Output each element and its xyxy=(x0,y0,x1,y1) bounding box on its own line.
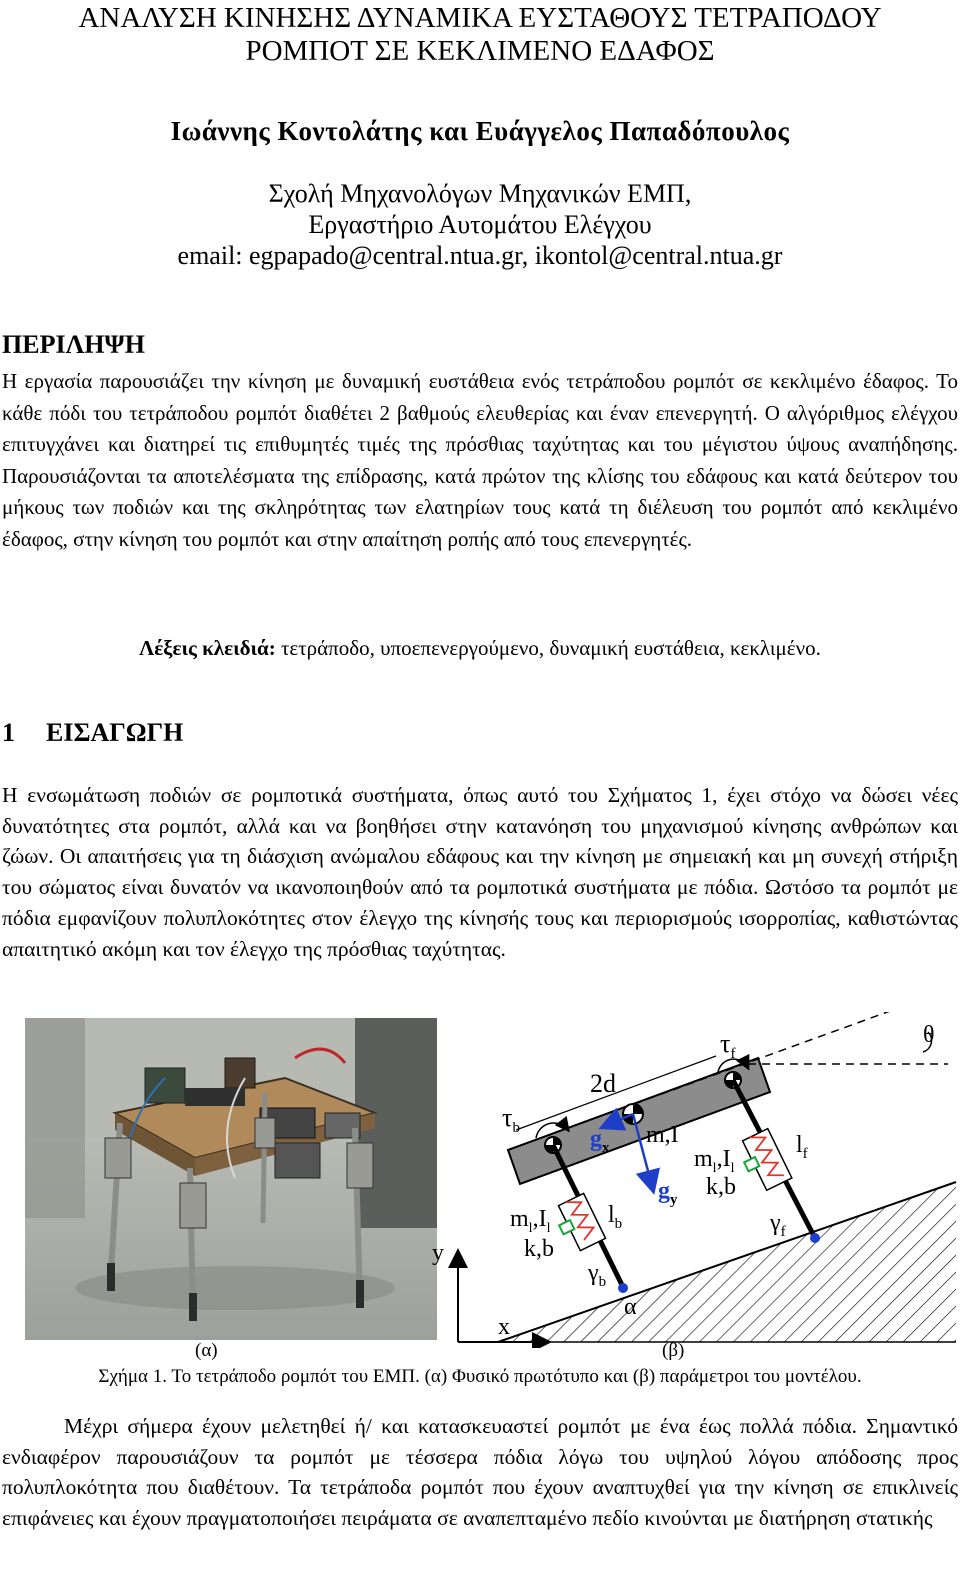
label-ml-il-back: $m_l,I_l$ xyxy=(510,1206,551,1236)
label-x-axis: x xyxy=(498,1314,510,1340)
keywords xyxy=(0,636,960,661)
title-line-2: ΡΟΜΠΟΤ ΣΕ ΚΕΚΛΙΜΕΝΟ ΕΔΑΦΟΣ xyxy=(245,35,715,67)
label-alpha: α xyxy=(624,1294,637,1320)
affiliation xyxy=(0,178,960,271)
label-lb: $l_b$ xyxy=(608,1202,623,1232)
paper-title xyxy=(0,2,960,68)
label-gamma-f: $\gamma_f$ xyxy=(770,1210,786,1240)
affiliation-line-1: Σχολή Μηχανολόγων Μηχανικών ΕΜΠ, xyxy=(268,179,692,208)
section-number: 1 xyxy=(2,718,15,747)
title-line-1: ΑΝΑΛΥΣΗ ΚΙΝΗΣΗΣ ΔΥΝΑΜΙΚΑ ΕΥΣΤΑΘΟΥΣ ΤΕΤΡΑΠΟΔΟΥ xyxy=(78,2,882,34)
affiliation-email: email: egpapado@central.ntua.gr, ikontol@central.ntua.gr xyxy=(177,241,783,270)
section-title: ΕΙΣΑΓΩΓΗ xyxy=(46,718,184,747)
section-heading xyxy=(2,718,183,748)
figure-label-a: (α) xyxy=(195,1340,218,1361)
authors: Ιωάννης Κοντολάτης και Ευάγγελος Παπαδόπουλος xyxy=(170,116,790,146)
intro-paragraph-2: Μέχρι σήμερα έχουν μελετηθεί ή/ και κατασκευαστεί ρομπότ με ένα έως πολλά πόδια. Σημαντικό ενδιαφέρον παρουσιάζουν τα ρομπότ με τέσσερα πόδια λόγω του υψηλού λόγου απόδοσης προς πολυπλοκότητα που διαθέτουν. Τα τετράποδα ρομπότ που έχουν αναπτυχθεί για την κίνηση σε επικλινείς επιφάνειες και έχουν πραγματοποιήσει πειράματα σε αναπεπταμένο πεδίο κινούνται με διατήρηση στατικής xyxy=(2,1414,958,1531)
figure-caption: Σχήμα 1. Το τετράποδο ρομπότ του ΕΜΠ. (α) Φυσικό πρωτότυπο και (β) παράμετροι του μοντέλου. xyxy=(98,1366,862,1387)
robot-photo xyxy=(25,1018,437,1340)
keywords-list: τετράποδο, υποεπενεργούμενο, δυναμική ευστάθεια, κεκλιμένο. xyxy=(280,636,821,660)
label-theta: θ xyxy=(923,1022,935,1048)
model-diagram xyxy=(418,1012,958,1348)
abstract-text: Η εργασία παρουσιάζει την κίνηση με δυναμική ευστάθεια ενός τετράποδου ρομπότ σε κεκλιμένο έδαφος. Το κάθε πόδι του τετράποδου ρομπότ διαθέτει 2 βαθμούς ελευθερίας και έναν επενεργητή. Ο αλγόριθμος ελέγχου επιτυγχάνει και διατηρεί τις επιθυμητές τιμές της πρόσθιας ταχύτητας και του μέγιστου ύψους αναπήδησης. Παρουσιάζονται τα αποτελέσματα της επίδρασης, κατά πρώτον της κλίσης του εδάφους και κατά δεύτερον του μήκους των ποδιών και της σκληρότητας των ελατηρίων τους κατά τη διέλευση του ρομπότ από κεκλιμένο έδαφος, στην κίνηση του ρομπότ και στην απαίτηση ροπής από τους επενεργητές. xyxy=(2,369,958,551)
label-2d: 2d xyxy=(590,1069,616,1098)
label-y-axis: y xyxy=(432,1240,444,1266)
intro-paragraph: Η ενσωμάτωση ποδιών σε ρομποτικά συστήματα, όπως αυτό του Σχήματος 1, έχει στόχο να δώσει νέες δυνατότητες στα ρομπότ, αλλά και να βοηθήσει στην κατανόηση του μηχανισμού κίνησης ανθρώπων και ζώων. Οι απαιτήσεις για τη διάσχιση ανώμαλου εδάφους και την κίνηση με σημειακή και μη συνεχή στήριξη του σώματος είναι δυνατόν να ικανοποιηθούν από τα ρομποτικά συστήματα με πόδια. Ωστόσο τα ρομπότ με πόδια εμφανίζουν πολυπλοκότητες στον έλεγχο της κίνησής τους και περιορισμούς ισορροπίας, καθιστώντας απαιτητικό ακόμη και τον έλεγχο της πρόσθιας ταχύτητας. xyxy=(2,783,958,961)
figure-label-b: (β) xyxy=(662,1340,685,1361)
label-ml-il-front: $m_l,I_l$ xyxy=(694,1146,735,1176)
label-tau-f: $\tau_f$ xyxy=(720,1029,736,1062)
label-gx: $g_x$ xyxy=(590,1126,610,1156)
label-tau-b: $\tau_b$ xyxy=(502,1103,520,1136)
abstract-heading: ΠΕΡΙΛΗΨΗ xyxy=(2,330,145,359)
label-lf: $l_f$ xyxy=(796,1132,808,1162)
keywords-label: Λέξεις κλειδιά: xyxy=(139,636,276,660)
label-kb-back: k,b xyxy=(524,1236,554,1262)
label-mI: m,I xyxy=(646,1122,679,1148)
label-gy: $g_y$ xyxy=(658,1178,678,1208)
affiliation-line-2: Εργαστήριο Αυτομάτου Ελέγχου xyxy=(308,210,652,239)
label-gamma-b: $\gamma_b$ xyxy=(588,1260,607,1290)
label-kb-front: k,b xyxy=(706,1174,736,1200)
